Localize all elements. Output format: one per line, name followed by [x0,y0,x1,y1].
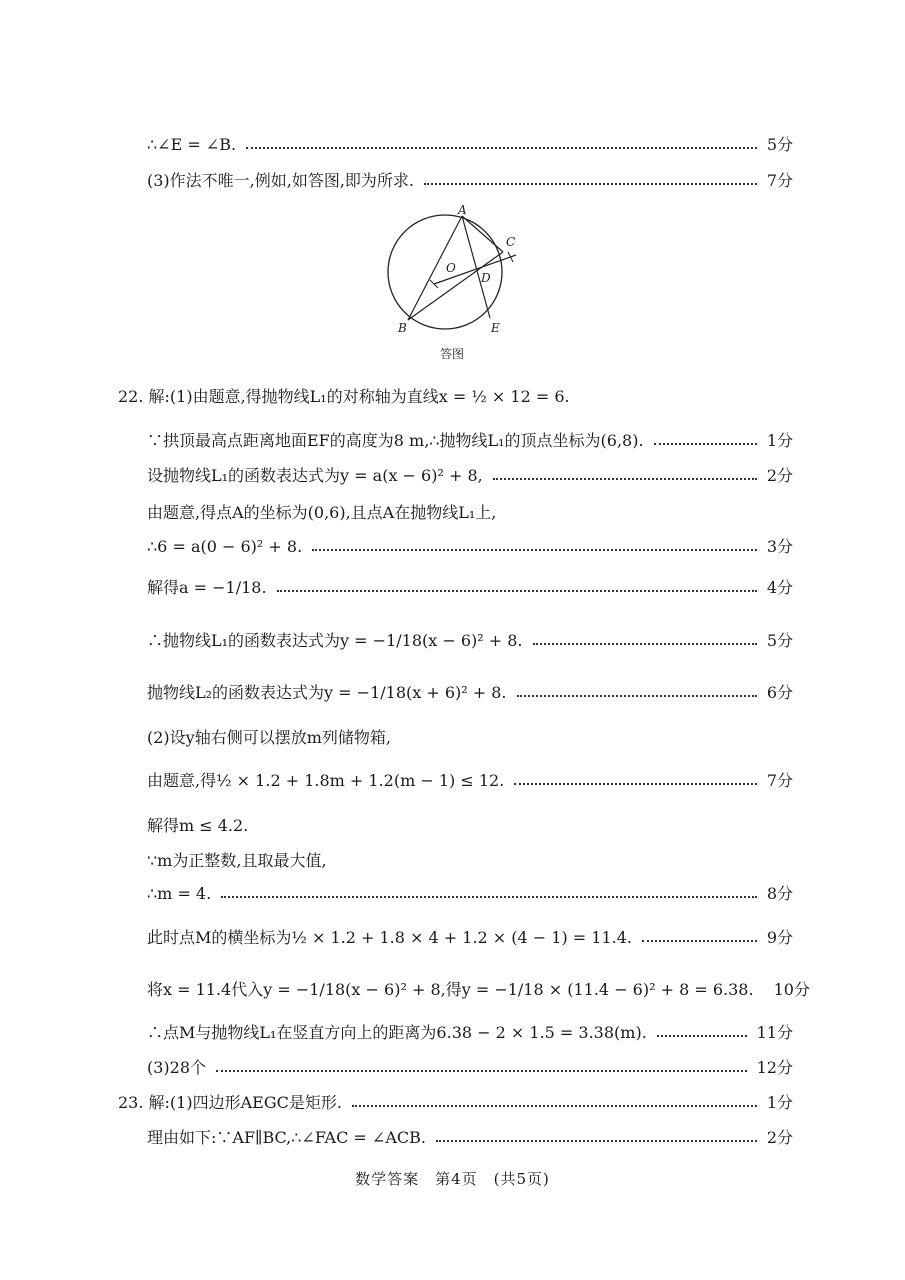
dot-leader [312,549,757,551]
solution-line [147,577,793,599]
line-text: ∵拱顶最高点距离地面EF的高度为8 m,∴抛物线L₁的顶点坐标为(6,8). [147,431,644,450]
line-text: ∵m为正整数,且取最大值, [147,851,327,870]
line-text: 此时点M的横坐标为½ × 1.2 + 1.8 × 4 + 1.2 × (4 − 1) = 11.4. [147,928,633,947]
solution-line [147,815,793,837]
score-label: 4分 [766,578,793,597]
score-label: 1分 [766,1093,793,1112]
score-label: 7分 [766,771,793,790]
solution-line [147,979,810,1001]
dot-leader [221,896,757,898]
dot-leader [424,183,757,185]
line-text: 设抛物线L₁的函数表达式为y = a(x − 6)² + 8, [147,466,483,485]
line-text: ∴点M与抛物线L₁在竖直方向上的距离为6.38 − 2 × 1.5 = 3.38(m). [147,1023,647,1042]
line-text: 22. 解:(1)由题意,得抛物线L₁的对称轴为直线x = ½ × 12 = 6. [118,387,570,406]
dot-leader [514,783,757,785]
solution-line [147,134,793,156]
question-heading-23 [118,1092,793,1114]
solution-line [147,1057,793,1079]
score-label: 11分 [756,1023,793,1042]
line-text: (3)作法不唯一,例如,如答图,即为所求. [147,171,415,190]
score-label: 7分 [766,171,793,190]
solution-line [147,170,793,192]
point-label-b: B [398,321,407,335]
solution-line [147,502,793,524]
point-label-d: D [481,271,491,285]
solution-line [147,430,793,452]
dot-leader [493,478,757,480]
point-label-o: O [446,261,456,275]
score-label: 5分 [766,135,793,154]
line-text: (2)设y轴右侧可以摆放m列储物箱, [147,728,391,747]
line-text: ∴∠E = ∠B. [147,135,237,154]
dot-leader [642,940,757,942]
dot-leader [216,1070,747,1072]
line-text: 抛物线L₂的函数表达式为y = −1/18(x + 6)² + 8. [147,683,507,702]
score-label: 10分 [773,980,810,999]
line-text: 解得a = −1/18. [147,578,267,597]
line-text: ∴6 = a(0 − 6)² + 8. [147,537,303,556]
point-label-a: A [458,203,467,217]
line-text: 由题意,得½ × 1.2 + 1.8m + 1.2(m − 1) ≤ 12. [147,771,505,790]
solution-line [147,770,793,792]
page-footer: 数学答案 第4页 (共5页) [355,1170,550,1188]
score-label: 6分 [766,683,793,702]
solution-line [147,1022,793,1044]
solution-line [147,850,793,872]
dot-leader [533,643,757,645]
solution-line [147,536,793,558]
solution-line [147,927,793,949]
solution-line [147,883,793,905]
line-text: 理由如下:∵AF∥BC,∴∠FAC = ∠ACB. [147,1128,426,1147]
solution-line [147,630,793,652]
score-label: 1分 [766,431,793,450]
line-text: ∴m = 4. [147,884,212,903]
dot-leader [657,1035,747,1037]
score-label: 3分 [766,537,793,556]
line-text: (3)28个 [147,1058,207,1077]
score-label: 12分 [756,1058,793,1077]
line-text: ∴抛物线L₁的函数表达式为y = −1/18(x − 6)² + 8. [147,631,523,650]
point-label-c: C [506,235,516,249]
circle-geometry-figure [380,200,525,370]
line-text: 解得m ≤ 4.2. [147,816,249,835]
score-label: 8分 [766,884,793,903]
solution-line [147,1127,793,1149]
score-label: 5分 [766,631,793,650]
dot-leader [277,590,757,592]
figure-caption: 答图 [440,347,465,361]
dot-leader [352,1105,757,1107]
dot-leader [436,1140,757,1142]
line-text: 将x = 11.4代入y = −1/18(x − 6)² + 8,得y = −1/18 × (11.4 − 6)² + 8 = 6.38. [147,980,754,999]
line-text: 23. 解:(1)四边形AEGC是矩形. [118,1093,342,1112]
dot-leader [517,695,757,697]
score-label: 9分 [766,928,793,947]
solution-line [147,465,793,487]
dot-leader [246,147,757,149]
solution-line [147,727,793,749]
question-heading-22 [118,386,793,408]
score-label: 2分 [766,1128,793,1147]
dot-leader [654,443,757,445]
solution-line [147,682,793,704]
line-text: 由题意,得点A的坐标为(0,6),且点A在抛物线L₁上, [147,503,497,522]
point-label-e: E [491,321,500,335]
score-label: 2分 [766,466,793,485]
